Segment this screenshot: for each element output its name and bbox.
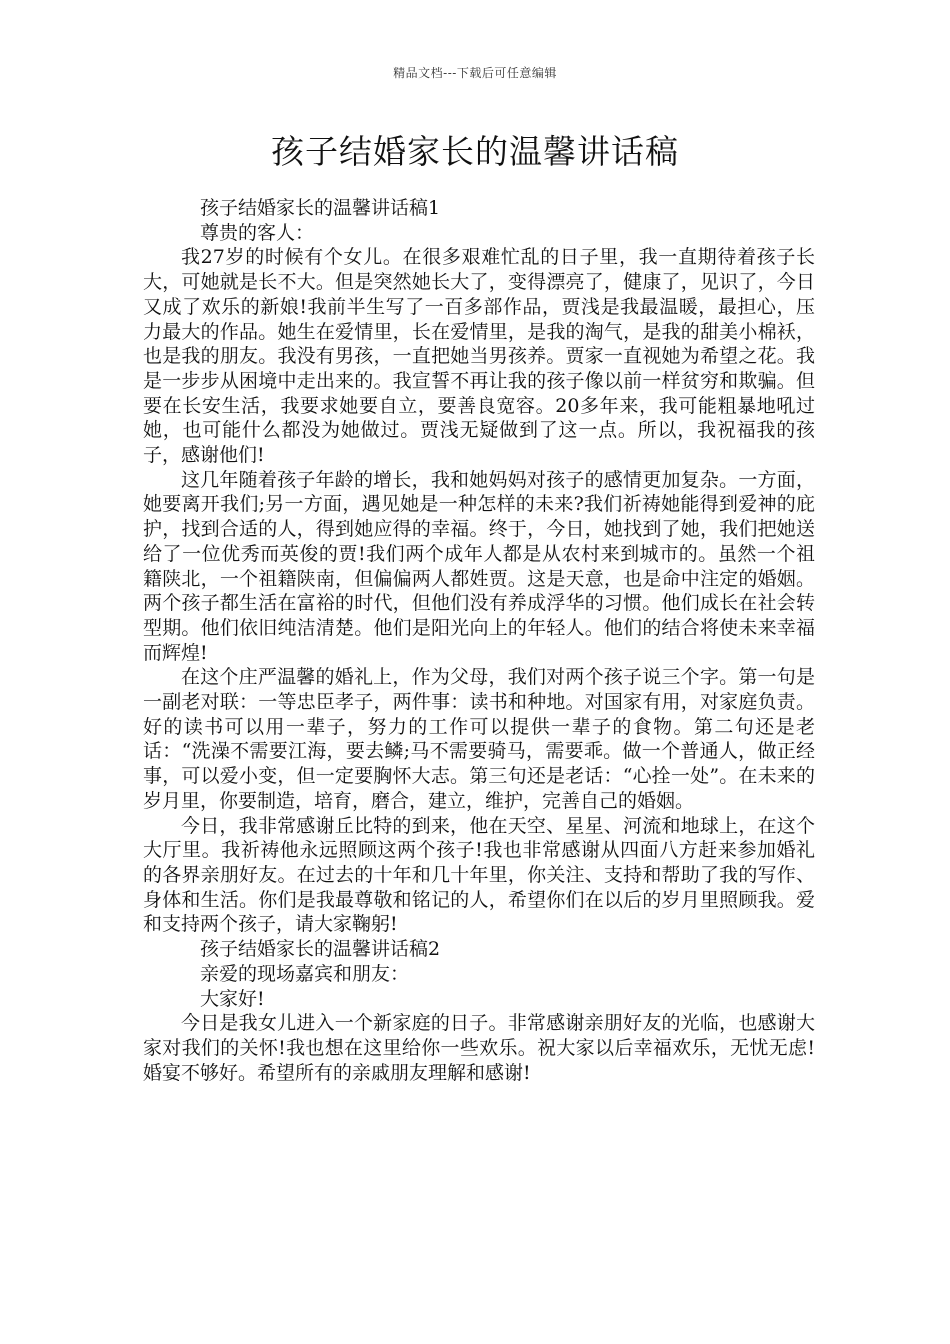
body-paragraph: 在这个庄严温馨的婚礼上，作为父母，我们对两个孩子说三个字。第一句是一副老对联：一等忠臣孝子，两件事：读书和种地。对国家有用，对家庭负责。好的读书可以用一辈子，努力的工作可以提供一辈子的食物。第二句还是老话：“洗澡不需要江海，要去鳞;马不需要骑马，需要乖。做一个普通人，做正经事，可以爱小变，但一定要胸怀大志。第三句还是老话：“心拴一处”。在未来的岁月里，你要制造，培育，磨合，建立，维护，完善自己的婚姻。	[143, 666, 815, 812]
body-paragraph: 今日，我非常感谢丘比特的到来，他在天空、星星、河流和地球上，在这个大厅里。我祈祷他永远照顾这两个孩子!我也非常感谢从四面八方赶来参加婚礼的各界亲朋好友。在过去的十年和几十年里，你关注、支持和帮助了我的写作、身体和生活。你们是我最尊敬和铭记的人，希望你们在以后的岁月里照顾我。爱和支持两个孩子，请大家鞠躬!	[143, 814, 815, 936]
body-paragraph: 今日是我女儿进入一个新家庭的日子。非常感谢亲朋好友的光临，也感谢大家对我们的关怀!我也想在这里给你一些欢乐。祝大家以后幸福欢乐，无忧无虑!婚宴不够好。希望所有的亲戚朋友理解和感谢!	[143, 1012, 815, 1084]
header-note: 精品文档---下载后可任意编辑	[393, 66, 557, 80]
salutation-1: 尊贵的客人：	[200, 221, 315, 244]
section-heading-2: 孩子结婚家长的温馨讲话稿2	[200, 938, 441, 961]
greeting: 大家好!	[200, 987, 265, 1010]
document-body	[143, 196, 815, 1085]
document-title: 孩子结婚家长的温馨讲话稿	[271, 132, 679, 171]
body-paragraph: 我27岁的时候有个女儿。在很多艰难忙乱的日子里，我一直期待着孩子长大，可她就是长不大。但是突然她长大了，变得漂亮了，健康了，见识了，今日又成了欢乐的新娘!我前半生写了一百多部作品，贾浅是我最温暖，最担心，压力最大的作品。她生在爱情里，长在爱情里，是我的淘气，是我的甜美小棉袄，也是我的朋友。我没有男孩，一直把她当男孩养。贾家一直视她为希望之花。我是一步步从困境中走出来的。我宣誓不再让我的孩子像以前一样贫穷和欺骗。但要在长安生活，我要求她要自立，要善良宽容。20多年来，我可能粗暴地吼过她，也可能什么都没为她做过。贾浅无疑做到了这一点。所以，我祝福我的孩子，感谢他们!	[143, 246, 815, 467]
section-heading-1: 孩子结婚家长的温馨讲话稿1	[200, 197, 441, 219]
body-paragraph: 这几年随着孩子年龄的增长，我和她妈妈对孩子的感情更加复杂。一方面，她要离开我们;另一方面，遇见她是一种怎样的未来?我们祈祷她能得到爱神的庇护，找到合适的人，得到她应得的幸福。终于，今日，她找到了她，我们把她送给了一位优秀而英俊的贾!我们两个成年人都是从农村来到城市的。虽然一个祖籍陕北，一个祖籍陕南，但偏偏两人都姓贾。这是天意，也是命中注定的婚姻。两个孩子都生活在富裕的时代，但他们没有养成浮华的习惯。他们成长在社会转型期。他们依旧纯洁清楚。他们是阳光向上的年轻人。他们的结合将使未来幸福而辉煌!	[143, 468, 815, 664]
salutation-2: 亲爱的现场嘉宾和朋友：	[200, 962, 410, 985]
